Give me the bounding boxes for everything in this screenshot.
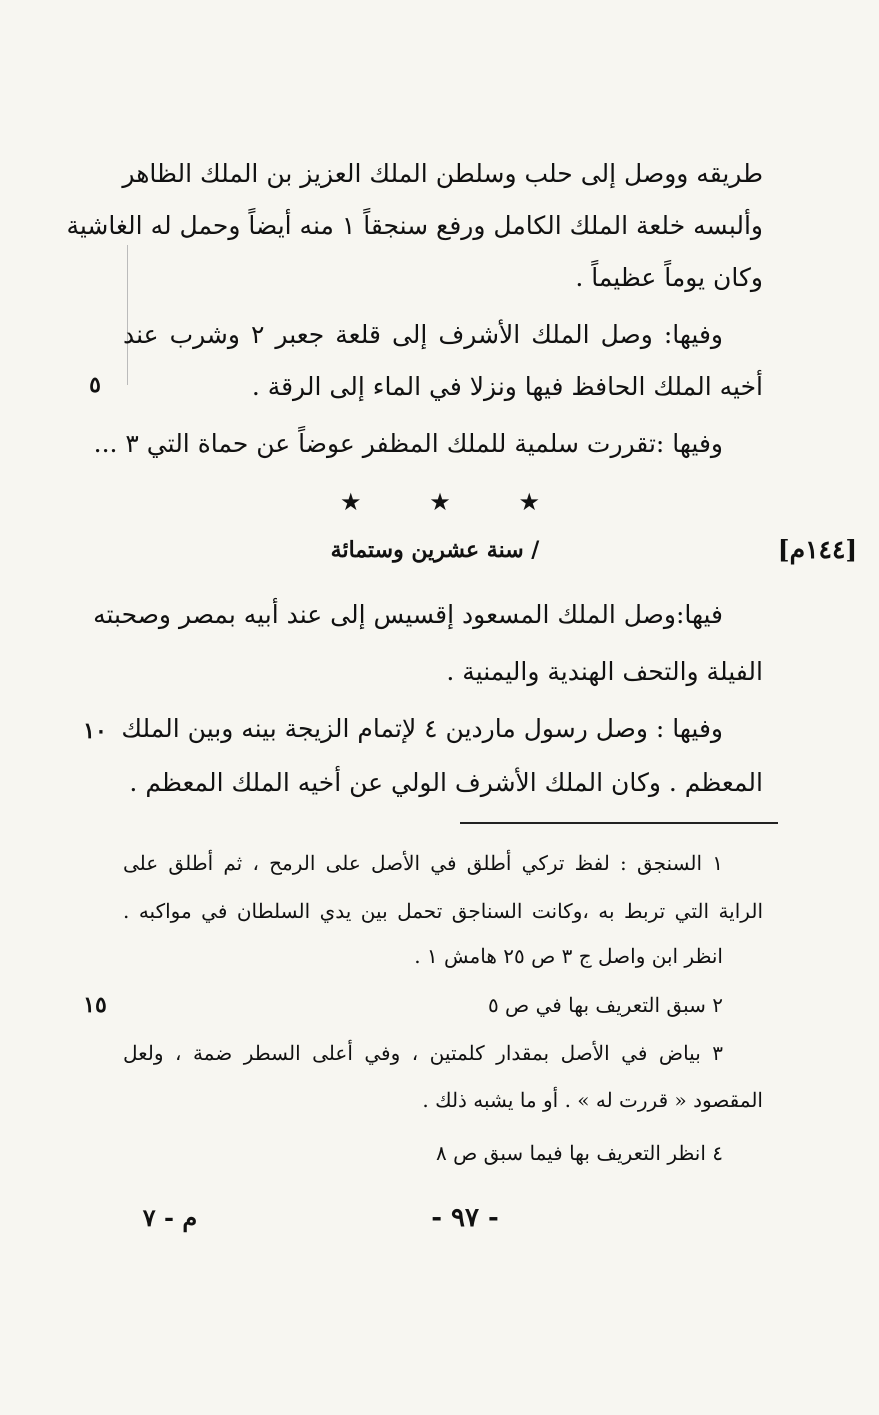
footnote-line-7: ٤ انظر التعريف بها فيما سبق ص ٨: [436, 1141, 723, 1165]
footnote-line-2: الراية التي تربط به ،وكانت السناجق تحمل بين يدي السلطان في مواكبه .: [123, 899, 763, 923]
footnote-line-6: المقصود « قررت له » . أو ما يشبه ذلك .: [422, 1088, 763, 1112]
footnote-indent-line: ٣ بياض في الأصل بمقدار كلمتين ، وفي أعلى السطر ضمة ، ولعل: [123, 1041, 723, 1065]
signature-mark: م - ٧: [142, 1203, 198, 1232]
footnote-line-4: ٢ سبق التعريف بها في ص ٥: [487, 993, 723, 1017]
text-line-7: [93, 598, 763, 632]
text-line-4: [123, 318, 763, 352]
text-line-2: وألبسه خلعة الملك الكامل ورفع سنجقاً ١ منه أيضاً وحمل له الغاشية: [66, 211, 763, 240]
line-number-10: ١٠: [83, 718, 107, 744]
footnote-indent-line: ١ السنجق : لفظ تركي أطلق في الأصل على الرمح ، ثم أطلق على: [123, 851, 723, 875]
section-heading: / سنة عشرين وستمائة: [330, 537, 540, 563]
footnote-separator: [460, 822, 778, 824]
star-icon: ★: [429, 488, 451, 516]
text-line-10: المعظم . وكان الملك الأشرف الولي عن أخيه الملك المعظم .: [129, 768, 763, 797]
paragraph-indent-line: وفيها: وصل الملك الأشرف إلى قلعة جعبر ٢ وشرب عند: [123, 320, 723, 349]
page-number: - ٩٧ -: [431, 1203, 499, 1233]
text-line-1: طريقه ووصل إلى حلب وسلطن الملك العزيز بن الملك الظاهر: [122, 159, 763, 188]
folio-marker: [١٤٤م]: [777, 535, 858, 564]
paragraph-indent-line: وفيها :تقررت سلمية للملك المظفر عوضاً عن حماة التي ٣ ...: [93, 429, 723, 458]
section-ornament: [340, 488, 540, 516]
paragraph-indent-line: فيها:وصل الملك المسعود إقسيس إلى عند أبيه بمصر وصحبته: [93, 600, 723, 629]
text-line-8: الفيلة والتحف الهندية واليمنية .: [446, 657, 763, 686]
footnote-line-1: [123, 848, 763, 878]
text-line-5: أخيه الملك الحافظ فيها ونزلا في الماء إلى الرقة .: [251, 372, 763, 401]
text-line-9: [123, 712, 763, 746]
text-line-3: وكان يوماً عظيماً .: [575, 263, 763, 292]
star-icon: ★: [518, 488, 540, 516]
star-icon: ★: [340, 488, 362, 516]
line-number-15: ١٥: [83, 992, 107, 1018]
line-number-5: ٥: [89, 372, 101, 398]
footnote-line-5: [123, 1038, 763, 1068]
text-line-6: [93, 427, 763, 461]
footnote-line-3: انظر ابن واصل ج ٣ ص ٢٥ هامش ١ .: [414, 944, 723, 968]
paragraph-indent-line: وفيها : وصل رسول ماردين ٤ لإتمام الزيجة بينه وبين الملك: [121, 714, 723, 743]
